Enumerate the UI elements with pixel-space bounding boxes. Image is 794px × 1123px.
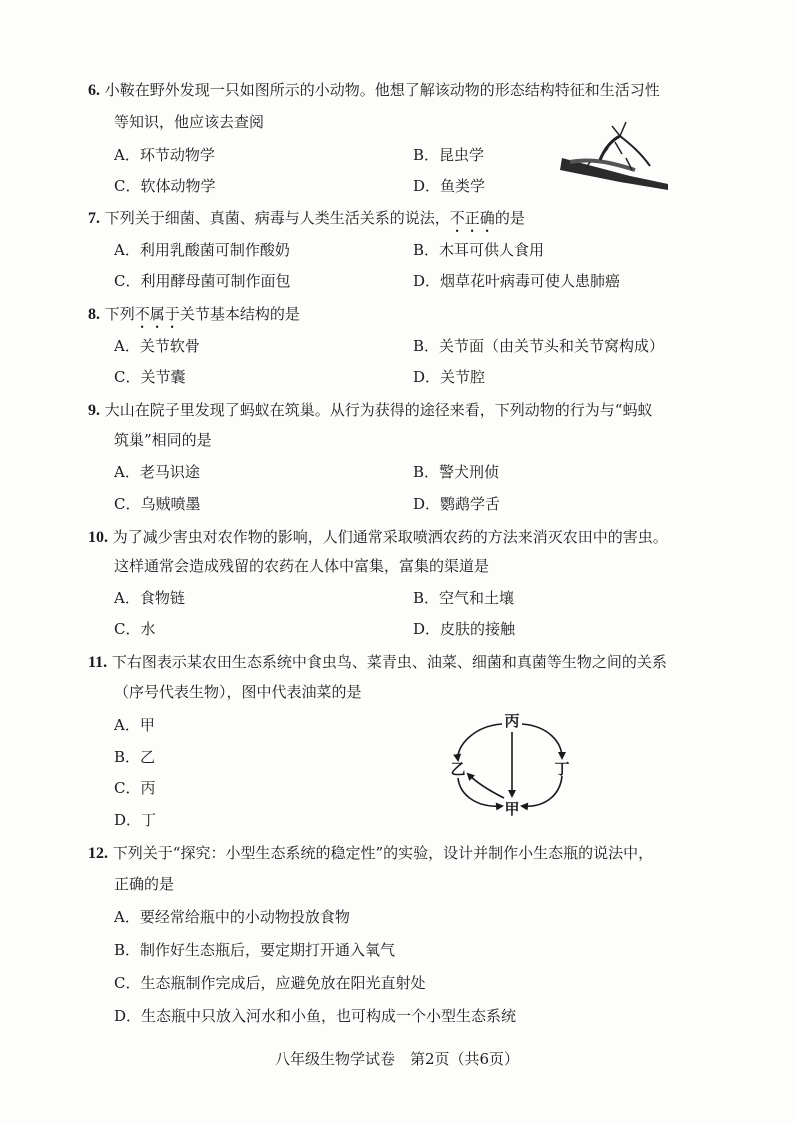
diagram-label-right: 丁 [554, 760, 570, 778]
arrow-bing-to-yi [458, 724, 502, 760]
arrow-bing-to-ding [522, 724, 562, 758]
question-text: 关节基本结构的是 [179, 305, 300, 323]
question-9-stem-cont: 筑巢”相同的是 [114, 431, 212, 449]
arrow-ding-to-jia [522, 776, 562, 806]
question-text: 为了减少害虫对农作物的影响，人们通常采取喷洒农药的方法来消灭农田中的害虫。 [112, 528, 668, 546]
option-c[interactable]: C．乌贼喷墨 [114, 495, 201, 513]
option-d[interactable]: D．皮肤的接触 [413, 620, 516, 638]
question-9-stem [88, 400, 652, 421]
option-c[interactable]: C．生态瓶制作完成后，应避免放在阳光直射处 [114, 974, 426, 992]
arrow-yi-to-jia [458, 778, 502, 806]
question-number: 7. [88, 210, 100, 227]
question-8-stem [88, 304, 300, 332]
option-a[interactable]: A．食物链 [114, 589, 185, 607]
question-11-stem-cont: （序号代表生物），图中代表油菜的是 [114, 683, 362, 701]
option-c[interactable]: C．丙 [114, 779, 156, 797]
question-text: 下列关于细菌、真菌、病毒与人类生活关系的说法， [104, 209, 450, 227]
option-d[interactable]: D．鹦鹉学舌 [413, 495, 501, 513]
option-a[interactable]: A．甲 [114, 716, 155, 734]
option-d[interactable]: D．丁 [114, 811, 157, 829]
question-text: 的是 [494, 209, 525, 227]
option-b[interactable]: B．乙 [114, 748, 156, 766]
question-number: 12. [88, 845, 108, 862]
option-c[interactable]: C．利用酵母菌可制作面包 [114, 272, 291, 290]
option-a[interactable]: A．环节动物学 [114, 146, 215, 164]
option-d[interactable]: D．鱼类学 [413, 177, 486, 195]
option-a[interactable]: A．老马识途 [114, 463, 200, 481]
question-text: 下列关于“探究：小型生态系统的稳定性”的实验，设计并制作小生态瓶的说法中， [112, 844, 654, 862]
question-6-stem-cont: 等知识，他应该去查阅 [114, 113, 265, 131]
option-b[interactable]: B．昆虫学 [413, 146, 485, 164]
option-b[interactable]: B．关节面（由关节头和关节窝构成） [413, 337, 665, 355]
option-b[interactable]: B．制作好生态瓶后，要定期打开通入氧气 [114, 941, 396, 959]
question-number: 9. [88, 402, 100, 419]
diagram-label-left: 乙 [450, 760, 466, 778]
question-10-stem [88, 527, 668, 548]
diagram-label-bottom: 甲 [504, 800, 520, 818]
question-10-stem-cont: 这样通常会造成残留的农药在人体中富集，富集的渠道是 [114, 557, 490, 575]
option-b[interactable]: B．木耳可供人食用 [413, 241, 545, 259]
option-a[interactable]: A．关节软骨 [114, 337, 200, 355]
question-12-stem-cont: 正确的是 [114, 875, 175, 893]
emphasis-text: 不正确 [449, 209, 495, 227]
option-c[interactable]: C．软体动物学 [114, 177, 216, 195]
question-7-stem [88, 208, 525, 236]
question-11-stem [88, 652, 667, 673]
question-number: 11. [88, 654, 108, 671]
question-number: 10. [88, 529, 108, 546]
praying-mantis-icon [560, 118, 670, 190]
option-a[interactable]: A．利用乳酸菌可制作酸奶 [114, 241, 290, 259]
question-text: 小鞍在野外发现一只如图所示的小动物。他想了解该动物的形态结构特征和生活习性 [104, 81, 660, 99]
question-number: 6. [88, 82, 100, 99]
question-text: 下列 [104, 305, 135, 323]
option-c[interactable]: C．关节囊 [114, 368, 186, 386]
emphasis-text: 不属于 [134, 305, 180, 323]
diagram-label-top: 丙 [504, 712, 520, 730]
page-footer: 八年级生物学试卷 第2页（共6页） [274, 1050, 520, 1068]
option-d[interactable]: D．烟草花叶病毒可使人患肺癌 [413, 272, 621, 290]
arrow-jia-to-yi [468, 774, 504, 798]
option-d[interactable]: D．生态瓶中只放入河水和小鱼，也可构成一个小型生态系统 [114, 1007, 517, 1025]
option-b[interactable]: B．空气和土壤 [413, 589, 515, 607]
option-a[interactable]: A．要经常给瓶中的小动物投放食物 [114, 908, 350, 926]
question-text: 大山在院子里发现了蚂蚁在筑巢。从行为获得的途径来看，下列动物的行为与“蚂蚁 [104, 401, 653, 419]
question-6-stem [88, 80, 660, 101]
question-number: 8. [88, 306, 100, 323]
food-web-diagram [444, 712, 580, 824]
option-d[interactable]: D．关节腔 [413, 368, 486, 386]
option-c[interactable]: C．水 [114, 620, 156, 638]
option-b[interactable]: B．警犬刑侦 [413, 463, 500, 481]
question-12-stem [88, 843, 653, 864]
question-text: 下右图表示某农田生态系统中食虫鸟、菜青虫、油菜、细菌和真菌等生物之间的关系 [111, 653, 667, 671]
